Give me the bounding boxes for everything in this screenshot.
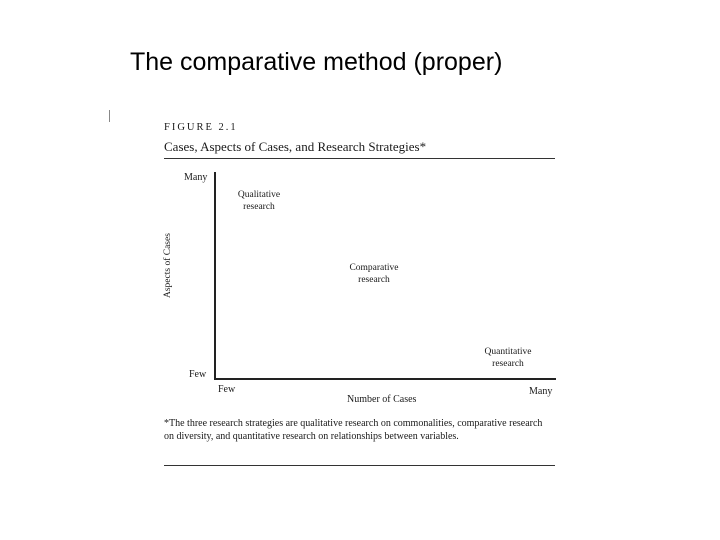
- y-axis-low-label: Few: [189, 369, 207, 380]
- region-qualitative-research: Qualitative research: [237, 190, 281, 212]
- figure-caption: Cases, Aspects of Cases, and Research Strategies*: [164, 139, 427, 154]
- x-axis-high-label: Many: [529, 386, 553, 397]
- region-quantitative-research: Quantitative research: [484, 347, 532, 369]
- x-axis-title: Number of Cases: [347, 394, 417, 405]
- x-axis-line: [214, 378, 556, 380]
- scan-margin-mark: [109, 110, 110, 122]
- figure-label: FIGURE 2.1: [164, 122, 238, 133]
- figure-footnote: *The three research strategies are qualitative research on commonalities, comparative research on diversity, and quantitative research on relationships between variables.: [164, 418, 543, 442]
- caption-rule: [164, 158, 555, 159]
- y-axis-title: Aspects of Cases: [163, 233, 173, 298]
- region-comparative-research: Comparative research: [349, 263, 399, 285]
- slide-title: The comparative method (proper): [130, 48, 503, 76]
- y-axis-high-label: Many: [184, 172, 208, 183]
- footnote-rule: [164, 465, 555, 466]
- y-axis-line: [214, 172, 216, 379]
- x-axis-low-label: Few: [218, 384, 236, 395]
